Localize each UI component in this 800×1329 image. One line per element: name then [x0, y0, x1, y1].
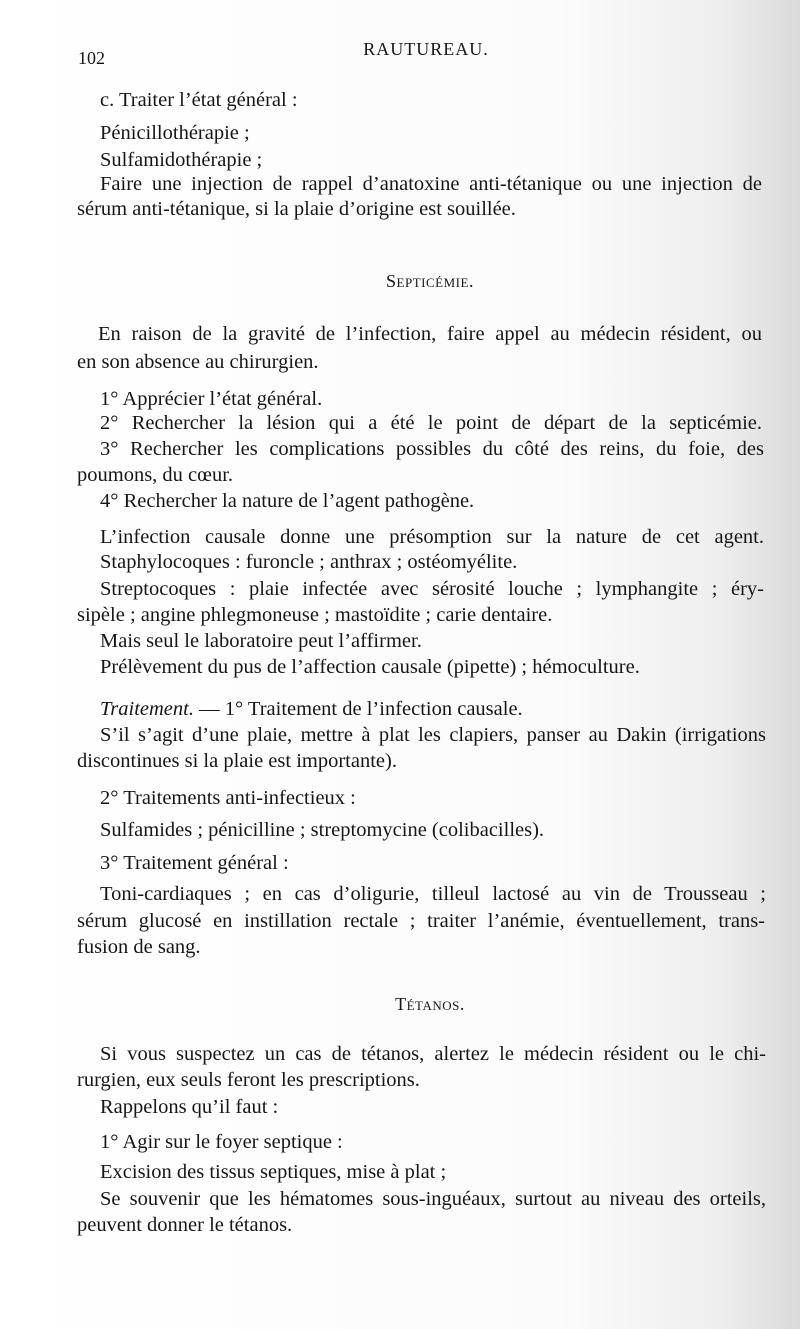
list-item: 3° Rechercher les complications possibles du côté des reins, du foie, des [100, 438, 764, 460]
text-line: sérum glucosé en instillation rectale ; traiter l’anémie, éventuellement, trans- [77, 910, 765, 932]
text-line: Prélèvement du pus de l’affection causale (pipette) ; hémoculture. [100, 656, 640, 678]
text-line: En raison de la gravité de l’infection, faire appel au médecin résident, ou [98, 323, 762, 345]
text-line [100, 697, 523, 721]
list-item: 2° Traitements anti-infectieux : [100, 787, 356, 809]
text-line: Faire une injection de rappel d’anatoxine anti-tétanique ou une injection de [100, 173, 762, 195]
text-line: peuvent donner le tétanos. [77, 1214, 293, 1236]
traitement-label: Traitement. [100, 698, 194, 720]
text-line: Staphylocoques : furoncle ; anthrax ; ostéomyélite. [100, 551, 518, 573]
traitement-text: — 1° Traitement de l’infection causale. [199, 698, 523, 720]
text-line: Rappelons qu’il faut : [100, 1096, 279, 1118]
text-line: Sulfamides ; pénicilline ; streptomycine (colibacilles). [100, 819, 545, 841]
page-number: 102 [78, 48, 105, 68]
text-line: Toni-cardiaques ; en cas d’oligurie, tilleul lactosé au vin de Trousseau ; [100, 883, 766, 905]
text-line: rurgien, eux seuls feront les prescriptions. [77, 1069, 420, 1091]
text-line: L’infection causale donne une présomption sur la nature de cet agent. [100, 526, 764, 548]
text-line: Streptocoques : plaie infectée avec sérosité louche ; lymphangite ; éry- [100, 578, 764, 600]
text-line: c. Traiter l’état général : [100, 89, 298, 111]
text-line: Sulfamidothérapie ; [100, 149, 263, 171]
text-line: poumons, du cœur. [77, 464, 234, 486]
section-heading-septicemie: Septicémie. [386, 271, 474, 291]
list-item: 4° Rechercher la nature de l’agent pathogène. [100, 490, 475, 512]
section-heading-tetanos: Tétanos. [395, 994, 465, 1014]
text-line: sérum anti-tétanique, si la plaie d’origine est souillée. [77, 198, 516, 220]
text-line: Mais seul le laboratoire peut l’affirmer. [100, 630, 422, 652]
list-item: 1° Apprécier l’état général. [100, 388, 323, 410]
running-title: RAUTUREAU. [363, 39, 489, 59]
text-line: Se souvenir que les hématomes sous-inguéaux, surtout au niveau des orteils, [100, 1188, 766, 1210]
text-line: Excision des tissus septiques, mise à plat ; [100, 1161, 447, 1183]
list-item: 3° Traitement général : [100, 852, 289, 874]
text-line: fusion de sang. [77, 936, 201, 958]
text-line: S’il s’agit d’une plaie, mettre à plat les clapiers, panser au Dakin (irrigations [100, 724, 766, 746]
text-line: sipèle ; angine phlegmoneuse ; mastoïdite ; carie dentaire. [77, 604, 553, 626]
text-line: en son absence au chirurgien. [77, 351, 319, 373]
text-line: discontinues si la plaie est importante). [77, 750, 397, 772]
text-line: Pénicillothérapie ; [100, 122, 250, 144]
text-line: Si vous suspectez un cas de tétanos, alertez le médecin résident ou le chi- [100, 1043, 766, 1065]
list-item: 2° Rechercher la lésion qui a été le point de départ de la septicémie. [100, 412, 762, 434]
list-item: 1° Agir sur le foyer septique : [100, 1131, 343, 1153]
